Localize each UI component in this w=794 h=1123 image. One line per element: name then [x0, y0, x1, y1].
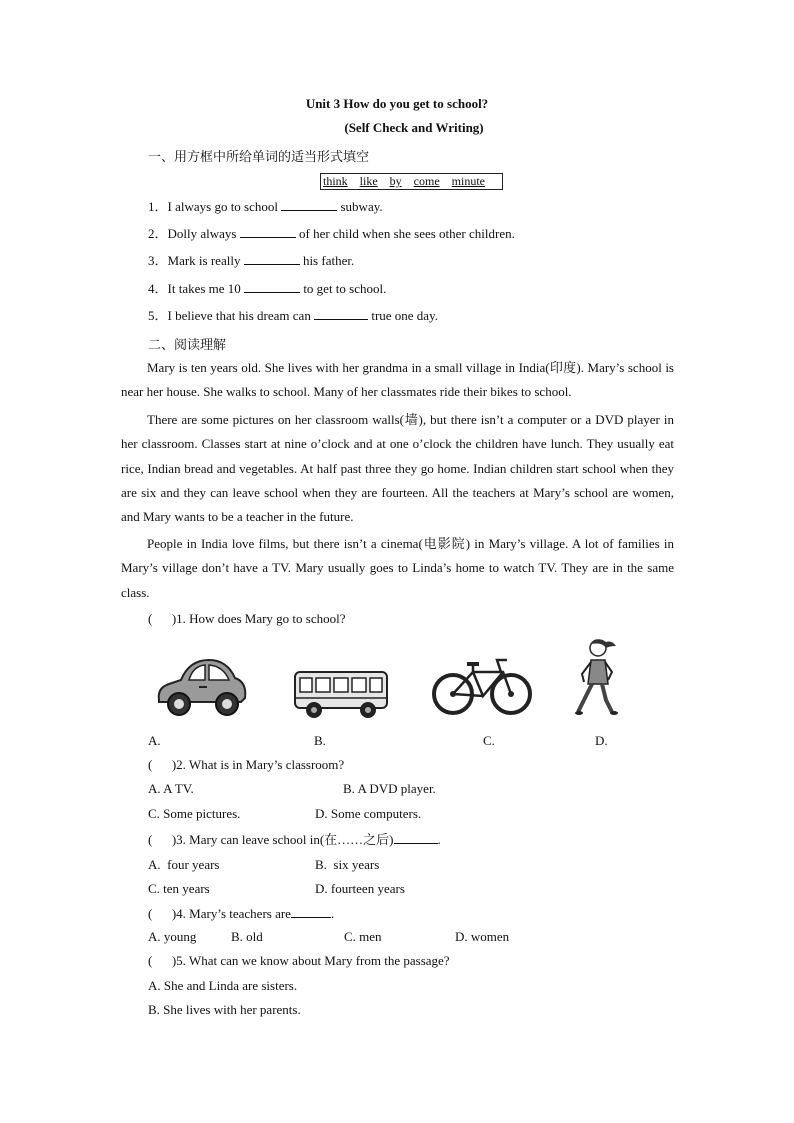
question-text: 4. Mary’s teachers are	[176, 906, 291, 921]
q2-option-a: A. A TV.	[148, 781, 194, 796]
word: think	[323, 174, 348, 188]
answer-bracket[interactable]: ( )	[148, 953, 177, 968]
word: by	[389, 174, 402, 188]
page-subtitle: (Self Check and Writing)	[344, 120, 484, 135]
q1-option-d: D.	[595, 733, 608, 748]
word: minute	[451, 174, 485, 188]
item-number: 2．	[148, 226, 168, 241]
question-2	[148, 757, 344, 773]
item-number: 1．	[148, 199, 168, 214]
answer-bracket[interactable]: ( )	[148, 757, 177, 772]
paragraph-text: Mary is ten years old. She lives with her grandma in a small village in India(印度). Mary’s school is near her house. She walks to school. Many of her classmates ride their bikes to school.	[121, 360, 674, 400]
q4-option-c: C. men	[344, 929, 382, 944]
reading-paragraph-1	[121, 356, 674, 405]
item-text: his father.	[302, 253, 355, 268]
car-icon	[153, 654, 249, 718]
q3-option-d: D. fourteen years	[315, 881, 405, 896]
fill-item-1	[148, 198, 383, 215]
q1-option-a: A.	[148, 733, 161, 748]
q1-option-c: C.	[483, 733, 495, 748]
fill-item-5	[148, 307, 438, 324]
answer-blank[interactable]	[244, 280, 300, 293]
q3-option-c: C. ten years	[148, 881, 210, 896]
answer-blank[interactable]	[240, 225, 296, 238]
item-number: 4．	[148, 281, 168, 296]
item-text: Mark is really	[167, 253, 241, 268]
q2-option-d: D. Some computers.	[315, 806, 422, 821]
section2-heading: 二、阅读理解	[148, 338, 227, 353]
question-tail: .	[330, 906, 335, 921]
reading-paragraph-3	[121, 532, 674, 605]
fill-item-2	[148, 225, 515, 242]
walking-girl-icon	[574, 636, 622, 718]
fill-item-4	[148, 280, 386, 297]
q3-option-a: A. four years	[148, 857, 220, 872]
paragraph-text: People in India love films, but there isn’t a cinema(电影院) in Mary’s village. A lot of families in Mary’s village don’t have a TV. Mary usually goes to Linda’s home to watch TV. They are in the same class.	[121, 536, 674, 600]
reading-paragraph-2	[121, 408, 674, 529]
question-text: 3. Mary can leave school in(在……之后)	[176, 832, 394, 847]
q3-option-b: B. six years	[315, 857, 380, 872]
answer-blank[interactable]	[394, 831, 438, 844]
q2-option-c: C. Some pictures.	[148, 806, 241, 821]
answer-blank[interactable]	[244, 252, 300, 265]
bicycle-icon	[431, 654, 533, 718]
word: come	[413, 174, 440, 188]
question-1	[148, 611, 346, 627]
item-text: Dolly always	[167, 226, 237, 241]
q5-option-b: B. She lives with her parents.	[148, 1002, 301, 1017]
item-text: It takes me 10	[167, 281, 241, 296]
word: like	[359, 174, 378, 188]
bus-icon	[292, 668, 390, 720]
q4-option-d: D. women	[455, 929, 510, 944]
item-text: true one day.	[371, 308, 438, 323]
answer-bracket[interactable]: ( )	[148, 611, 177, 626]
item-number: 5．	[148, 308, 168, 323]
section1-heading: 一、用方框中所给单词的适当形式填空	[148, 150, 370, 165]
question-text: 2. What is in Mary’s classroom?	[176, 757, 345, 772]
item-text: to get to school.	[303, 281, 387, 296]
item-text: I believe that his dream can	[167, 308, 311, 323]
question-4	[148, 905, 334, 922]
question-tail: .	[437, 832, 441, 847]
answer-blank[interactable]	[291, 905, 331, 918]
word-box	[320, 173, 503, 190]
q2-option-b: B. A DVD player.	[343, 781, 436, 796]
item-number: 3．	[148, 253, 168, 268]
answer-blank[interactable]	[281, 198, 337, 211]
q4-option-a: A. young	[148, 929, 197, 944]
item-text: subway.	[340, 199, 383, 214]
q4-option-b: B. old	[231, 929, 263, 944]
answer-bracket[interactable]: ( )	[148, 832, 177, 847]
fill-item-3	[148, 252, 354, 269]
answer-blank[interactable]	[314, 307, 368, 320]
question-text: 5. What can we know about Mary from the passage?	[176, 953, 450, 968]
item-text: of her child when she sees other children.	[298, 226, 515, 241]
answer-bracket[interactable]: ( )	[148, 906, 177, 921]
item-text: I always go to school	[167, 199, 278, 214]
page-title: Unit 3 How do you get to school?	[305, 96, 489, 111]
question-text: 1. How does Mary go to school?	[176, 611, 346, 626]
q5-option-a: A. She and Linda are sisters.	[148, 978, 298, 993]
q1-option-b: B.	[314, 733, 326, 748]
paragraph-text: There are some pictures on her classroom walls(墙), but there isn’t a computer or a DVD player in her classroom. Classes start at nine o’clock and at one o’clock the children have lunch. They usually eat rice, Indian bread and vegetables. At half past three they go home. Indian children start school when they are six and they can leave school when they are fourteen. All the teachers at Mary’s school are women, and Mary wants to be a teacher in the future.	[121, 412, 674, 525]
question-3	[148, 831, 441, 848]
question-5	[148, 953, 450, 969]
